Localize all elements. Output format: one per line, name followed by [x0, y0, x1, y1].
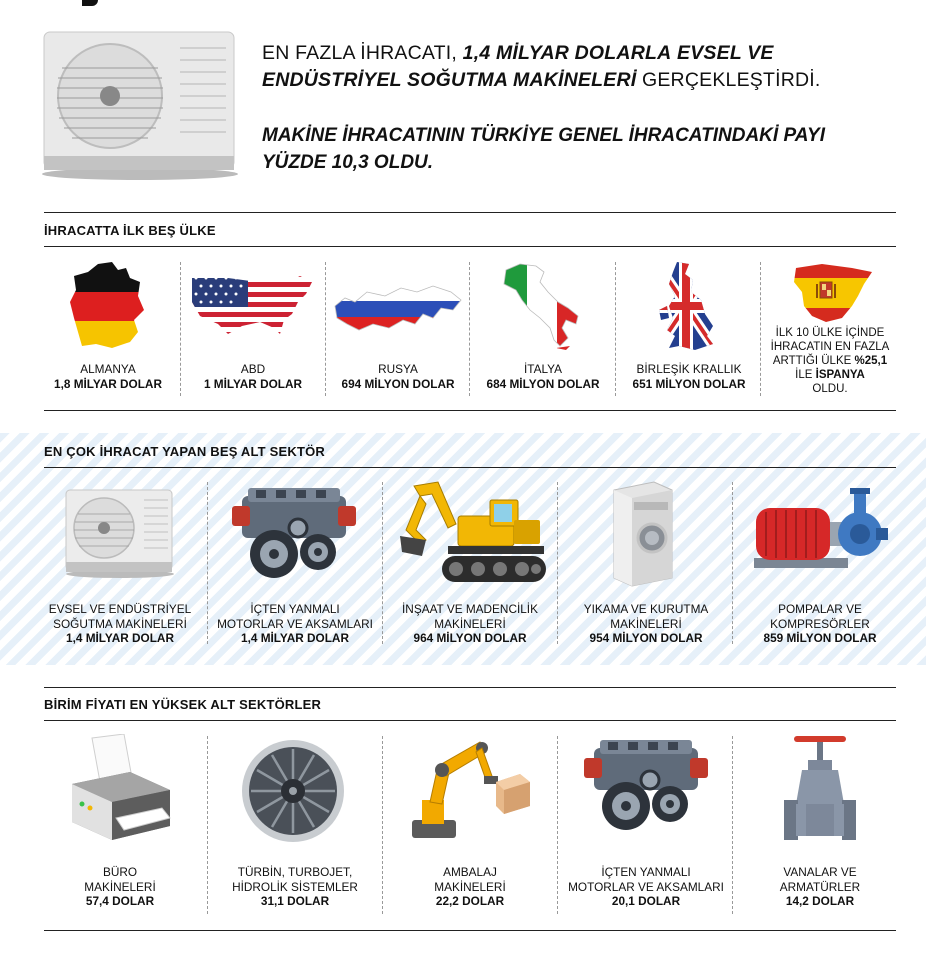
subsector-value: 859 MİLYON DOLAR [763, 631, 877, 645]
note-line5: OLDU. [812, 383, 848, 395]
unitprice-line2: HİDROLİK SİSTEMLER [232, 879, 358, 894]
unitprice-packaging [386, 865, 554, 909]
excavator-icon [398, 480, 548, 592]
air-conditioner-icon [64, 488, 176, 578]
country-italy [472, 362, 614, 391]
turbine-icon [240, 738, 346, 844]
country-name: RUSYA [378, 362, 418, 376]
subsector-line1: EVSEL VE ENDÜSTRİYEL [48, 602, 192, 616]
subsector-line1: İÇTEN YANMALI [250, 602, 340, 616]
subsector-construction [386, 602, 554, 646]
usa-map-icon [188, 272, 318, 338]
section-title-unit-price: BİRİM FİYATI EN YÜKSEK ALT SEKTÖRLER [44, 697, 322, 712]
note-line4b: İSPANYA [815, 369, 865, 381]
country-germany [40, 362, 176, 391]
spain-map-icon [792, 262, 876, 324]
uk-map-icon [655, 260, 717, 352]
unitprice-line1: VANALAR VE [783, 865, 857, 879]
intro-line1-a: EN FAZLA İHRACATI, [262, 42, 458, 64]
divider [207, 482, 208, 644]
subsector-line2: KOMPRESÖRLER [770, 616, 870, 631]
intro-line1-b: 1,4 MİLYAR DOLARLA [462, 42, 672, 64]
country-name: İTALYA [523, 362, 563, 376]
robotic-arm-icon [404, 736, 534, 846]
rule-top-s3 [44, 687, 896, 688]
subsector-line1: POMPALAR VE [778, 602, 862, 616]
divider [207, 736, 208, 914]
note-line2: İHRACATIN EN FAZLA [770, 341, 890, 353]
unitprice-line1: AMBALAJ [443, 865, 497, 879]
engine-icon [228, 484, 360, 584]
unitprice-value: 57,4 DOLAR [85, 894, 155, 908]
unitprice-engines [560, 865, 732, 909]
unitprice-line1: BÜRO [102, 865, 138, 879]
divider [180, 262, 181, 396]
intro-line2-a: ENDÜSTRİYEL SOĞUTMA MAKİNELERİ [262, 69, 637, 91]
divider [732, 482, 733, 644]
italy-map-icon [496, 262, 588, 350]
country-name: BİRLEŞİK KRALLIK [636, 362, 742, 376]
divider [469, 262, 470, 396]
country-name: ALMANYA [80, 362, 136, 376]
subsector-line2: MAKİNELERİ [434, 616, 506, 631]
engine-icon-2 [580, 736, 712, 836]
unitprice-value: 14,2 DOLAR [785, 894, 855, 908]
divider [325, 262, 326, 396]
subsector-line2: MOTORLAR VE AKSAMLARI [217, 616, 373, 631]
note-line4a: İLE [795, 369, 813, 381]
country-value: 694 MİLYON DOLAR [341, 376, 455, 391]
intro-text [262, 40, 882, 94]
rule-mid-s2 [44, 467, 896, 468]
rule-top-s1 [44, 212, 896, 213]
germany-map-icon [68, 262, 148, 350]
country-name: ABD [240, 362, 266, 376]
subsector-line1: YIKAMA VE KURUTMA [583, 602, 709, 616]
subsector-pumps [736, 602, 904, 646]
subsector-value: 964 MİLYON DOLAR [413, 631, 527, 645]
rule-mid-s3 [44, 720, 896, 721]
country-value: 684 MİLYON DOLAR [486, 376, 600, 391]
unitprice-line2: MAKİNELERİ [434, 879, 506, 894]
air-conditioner-icon [40, 28, 240, 180]
subsector-line1: İNŞAAT VE MADENCİLİK [402, 602, 538, 616]
subsector-line2: SOĞUTMA MAKİNELERİ [53, 616, 187, 631]
unitprice-line2: MAKİNELERİ [84, 879, 156, 894]
rule-mid-s1 [44, 246, 896, 247]
note-line1: İLK 10 ÜLKE İÇİNDE [775, 327, 885, 339]
country-usa [184, 362, 322, 391]
section-title-countries: İHRACATTA İLK BEŞ ÜLKE [44, 223, 216, 238]
unitprice-line1: İÇTEN YANMALI [601, 865, 691, 879]
spain-note [760, 326, 900, 396]
valve-icon [780, 734, 860, 846]
subsector-line2: MAKİNELERİ [610, 616, 682, 631]
divider [760, 262, 761, 396]
printer-icon [66, 734, 176, 848]
unitprice-turbine [212, 865, 378, 909]
headline: MAKİNE İHRACATININ TÜRKİYE GENEL İHRACATINDAKİ PAYI YÜZDE 10,3 OLDU. [262, 125, 825, 173]
unitprice-value: 31,1 DOLAR [260, 894, 330, 908]
pump-icon [750, 488, 890, 578]
subsector-value: 954 MİLYON DOLAR [589, 631, 703, 645]
divider [615, 262, 616, 396]
subsector-cooling [40, 602, 200, 646]
country-value: 1,8 MİLYAR DOLAR [54, 376, 162, 391]
unitprice-valves [736, 865, 904, 909]
intro-line1-c: EVSEL VE [677, 42, 774, 64]
divider [382, 482, 383, 644]
washing-machine-icon [610, 480, 676, 588]
subsector-washing [560, 602, 732, 646]
intro-line2-b: GERÇEKLEŞTİRDİ. [641, 69, 821, 91]
section-title-subsectors: EN ÇOK İHRACAT YAPAN BEŞ ALT SEKTÖR [44, 444, 325, 459]
unitprice-value: 22,2 DOLAR [435, 894, 505, 908]
rule-bottom-s3 [44, 930, 896, 931]
divider [732, 736, 733, 914]
top-mark [82, 0, 98, 6]
divider [382, 736, 383, 914]
country-value: 1 MİLYAR DOLAR [203, 376, 303, 391]
rule-bottom-s1 [44, 410, 896, 411]
subsector-engines [212, 602, 378, 646]
country-uk [618, 362, 760, 391]
unitprice-line2: MOTORLAR VE AKSAMLARI [568, 879, 724, 894]
russia-map-icon [333, 284, 463, 334]
country-russia [328, 362, 468, 391]
divider [557, 482, 558, 644]
subsector-value: 1,4 MİLYAR DOLAR [66, 631, 174, 645]
unitprice-value: 20,1 DOLAR [611, 894, 681, 908]
unitprice-office [40, 865, 200, 909]
note-line3a: ARTTIĞI ÜLKE [772, 355, 852, 367]
country-value: 651 MİLYON DOLAR [632, 376, 746, 391]
subsector-value: 1,4 MİLYAR DOLAR [241, 631, 349, 645]
note-line3b: %25,1 [854, 355, 888, 367]
divider [557, 736, 558, 914]
unitprice-line2: ARMATÜRLER [779, 879, 861, 894]
unitprice-line1: TÜRBİN, TURBOJET, [237, 865, 353, 879]
